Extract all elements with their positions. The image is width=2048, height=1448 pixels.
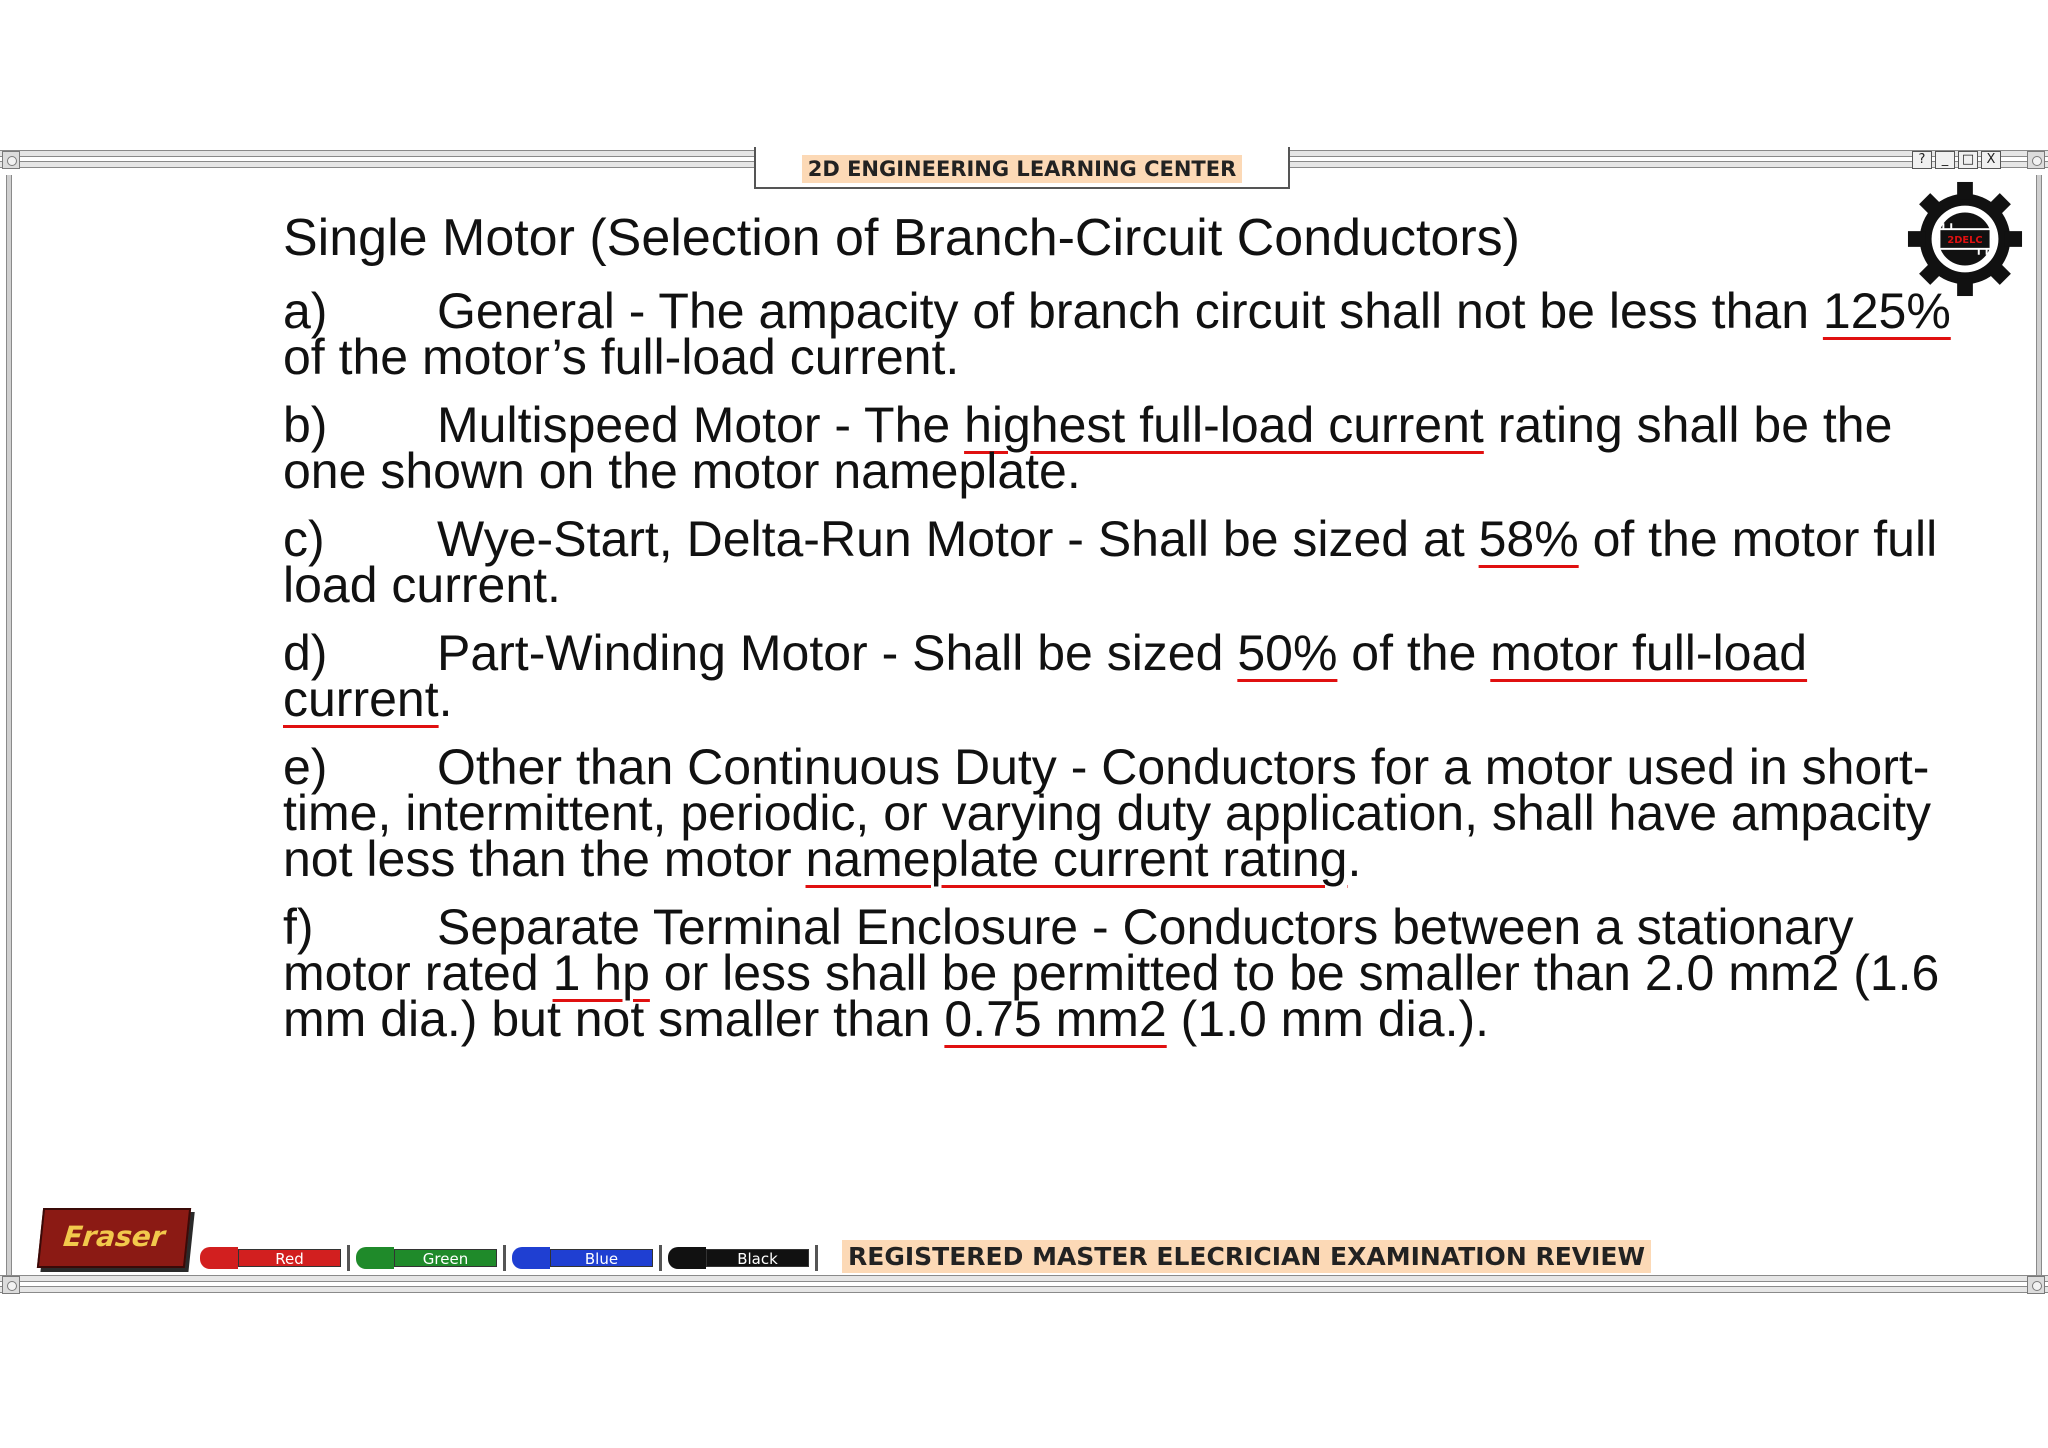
window-frame-left (6, 175, 12, 1275)
pen-label: Blue (550, 1249, 653, 1267)
corner-knob-icon (2, 1276, 20, 1294)
window-title-tab (754, 147, 1290, 189)
corner-knob-icon (2, 151, 20, 169)
list-item: c) Wye-Start, Delta-Run Motor - Shall be sized at 58% of the motor full load current. (283, 511, 1938, 613)
underlined-text: 0.75 mm2 (944, 991, 1167, 1047)
footer-banner: REGISTERED MASTER ELECRICIAN EXAMINATION REVIEW (842, 1240, 1651, 1273)
pen-green-button[interactable] (356, 1246, 506, 1270)
list-item: b) Multispeed Motor - The highest full-load current rating shall be the one shown on the motor nameplate. (283, 397, 1893, 499)
pen-toolbar (200, 1246, 824, 1270)
underlined-text: 125% (1822, 283, 1951, 339)
eraser-label: Eraser (61, 1220, 167, 1253)
marker-icon (356, 1247, 394, 1269)
eraser-button[interactable] (37, 1208, 191, 1268)
underlined-text: 58% (1478, 511, 1579, 567)
underlined-text: 1 hp (552, 945, 650, 1001)
pen-label: Black (706, 1249, 809, 1267)
window-frame-right (2036, 175, 2042, 1275)
list-item: a) General - The ampacity of branch circuit shall not be less than 125% of the motor’s full-load current. (283, 283, 1951, 385)
pen-label: Red (238, 1249, 341, 1267)
underlined-text: nameplate current rating (805, 831, 1348, 887)
window-frame-bottom (0, 1272, 2048, 1300)
logo-text: 2DELC (1947, 234, 1983, 246)
pen-red-button[interactable] (200, 1246, 350, 1270)
list-item: d) Part-Winding Motor - Shall be sized 50% of the motor full-load current. (283, 625, 1808, 727)
marker-icon (512, 1247, 550, 1269)
corner-knob-icon (2027, 151, 2045, 169)
slide-content (283, 210, 1973, 1064)
marker-icon (200, 1247, 238, 1269)
underlined-text: highest full-load current (964, 397, 1484, 453)
underlined-text: 50% (1237, 625, 1338, 681)
pen-blue-button[interactable] (512, 1246, 662, 1270)
help-button[interactable]: ? (1912, 151, 1932, 169)
pen-black-button[interactable] (668, 1246, 818, 1270)
resize-grip-icon[interactable] (2027, 1276, 2045, 1294)
close-button[interactable]: X (1981, 151, 2001, 169)
list-item: e) Other than Continuous Duty - Conductors for a motor used in short-time, intermittent, periodic, or varying duty application, shall have ampacity not less than the motor nameplate current rating. (283, 739, 1931, 887)
maximize-button[interactable]: □ (1958, 151, 1978, 169)
window-controls (1912, 151, 2001, 171)
slide-title: Single Motor (Selection of Branch-Circuit Conductors) (283, 209, 1520, 267)
marker-icon (668, 1247, 706, 1269)
pen-label: Green (394, 1249, 497, 1267)
underlined-text: motor full-load current (283, 625, 1808, 727)
list-item: f) Separate Terminal Enclosure - Conductors between a stationary motor rated 1 hp or less shall be permitted to be smaller than 2.0 mm2 (1.6 mm dia.) but not smaller than 0.75 mm2 (1.0 mm dia.). (283, 899, 1940, 1047)
minimize-button[interactable]: _ (1935, 151, 1955, 169)
window-title: 2D ENGINEERING LEARNING CENTER (802, 155, 1243, 183)
